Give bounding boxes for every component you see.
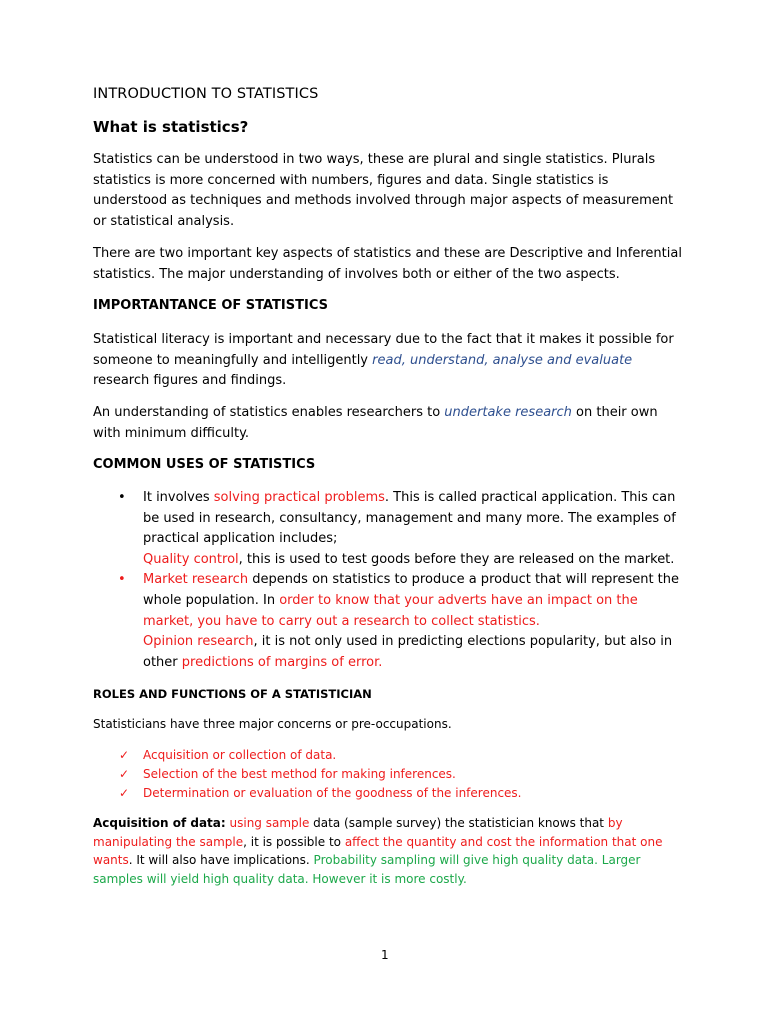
text: Statistical literacy is important and necessary due to the fact that it makes it possible for someone to meaningfully and intelligently bbox=[93, 332, 674, 368]
text: depends on statistics to produce a product that will represent the whole population. In bbox=[143, 572, 680, 608]
page-number: 1 bbox=[381, 948, 389, 962]
text: data (sample survey) the statistician knows that bbox=[309, 816, 608, 830]
heading-common-uses: COMMON USES OF STATISTICS bbox=[93, 457, 316, 472]
text: . This is called practical application. This can be used in research, consultancy, management and many more. The examples of practical application includes; bbox=[143, 490, 676, 547]
text: It involves bbox=[143, 490, 214, 505]
highlight-text: order to know that your adverts have an impact on the market, you have to carry out a research to collect statistics. bbox=[143, 592, 638, 629]
emphasis-text: undertake research bbox=[444, 405, 572, 420]
list-item bbox=[0, 746, 522, 765]
term-label: Acquisition of data: bbox=[93, 816, 226, 830]
checkmark-icon: ✓ bbox=[119, 785, 130, 800]
text: , it is not only used in predicting elections popularity, but also in other bbox=[143, 634, 673, 670]
text: on their own with minimum difficulty. bbox=[93, 405, 658, 441]
green-text: Probability sampling will give high quality data. Larger samples will yield high quality data. However it is more costly. bbox=[93, 853, 641, 886]
heading-roles: ROLES AND FUNCTIONS OF A STATISTICIAN bbox=[93, 687, 372, 701]
list-item-text: Selection of the best method for making inferences. bbox=[143, 766, 456, 781]
highlight-text: Market research bbox=[143, 572, 249, 588]
paragraph-concerns: Statisticians have three major concerns or pre-occupations. bbox=[93, 717, 452, 731]
highlight-text: by manipulating the sample bbox=[93, 816, 623, 849]
text: . It will also have implications. bbox=[128, 853, 314, 867]
heading-importance: IMPORTANTANCE OF STATISTICS bbox=[93, 298, 328, 313]
list-item bbox=[0, 570, 683, 673]
paragraph-definition: Statistics can be understood in two ways, these are plural and single statistics. Plurals statistics is more concerned with numbers, figures and data. Single statistics is understood as techniques and methods involved through major aspects of measurement or statistical analysis. bbox=[93, 152, 674, 229]
list-item bbox=[0, 784, 522, 803]
text: , it is possible to bbox=[243, 834, 345, 849]
text: , this is used to test goods before they are released on the market. bbox=[238, 551, 675, 567]
list-item-text: Determination or evaluation of the goodness of the inferences. bbox=[143, 785, 522, 800]
paragraph-key-aspects: There are two important key aspects of statistics and these are Descriptive and Inferential statistics. The major understanding of involves both or either of the two aspects. bbox=[93, 246, 682, 282]
paragraph-acquisition bbox=[93, 814, 668, 888]
paragraph-understanding bbox=[93, 403, 683, 444]
highlight-text: affect the quantity and cost the information that one wants bbox=[93, 834, 663, 867]
bullet-icon: • bbox=[118, 572, 126, 588]
list-item bbox=[0, 488, 683, 570]
highlight-text: using sample bbox=[225, 816, 310, 830]
bullet-icon: • bbox=[118, 490, 126, 505]
highlight-text: Quality control bbox=[143, 551, 239, 567]
text: An understanding of statistics enables researchers to bbox=[93, 405, 445, 420]
checkmark-icon: ✓ bbox=[119, 748, 130, 762]
checkmark-icon: ✓ bbox=[119, 766, 130, 781]
concerns-list bbox=[0, 746, 522, 802]
highlight-text: Opinion research bbox=[143, 634, 254, 650]
list-item bbox=[0, 765, 522, 784]
text: research figures and findings. bbox=[93, 373, 287, 389]
paragraph-literacy bbox=[93, 330, 683, 392]
heading-what-is-statistics: What is statistics? bbox=[93, 118, 249, 136]
document-title: INTRODUCTION TO STATISTICS bbox=[93, 86, 319, 102]
highlight-text: predictions of margins of error. bbox=[181, 654, 383, 670]
emphasis-text: read, understand, analyse and evaluate bbox=[372, 352, 633, 368]
list-item-text: Acquisition or collection of data. bbox=[143, 748, 337, 762]
highlight-text: solving practical problems bbox=[213, 490, 385, 505]
uses-list bbox=[0, 488, 768, 673]
